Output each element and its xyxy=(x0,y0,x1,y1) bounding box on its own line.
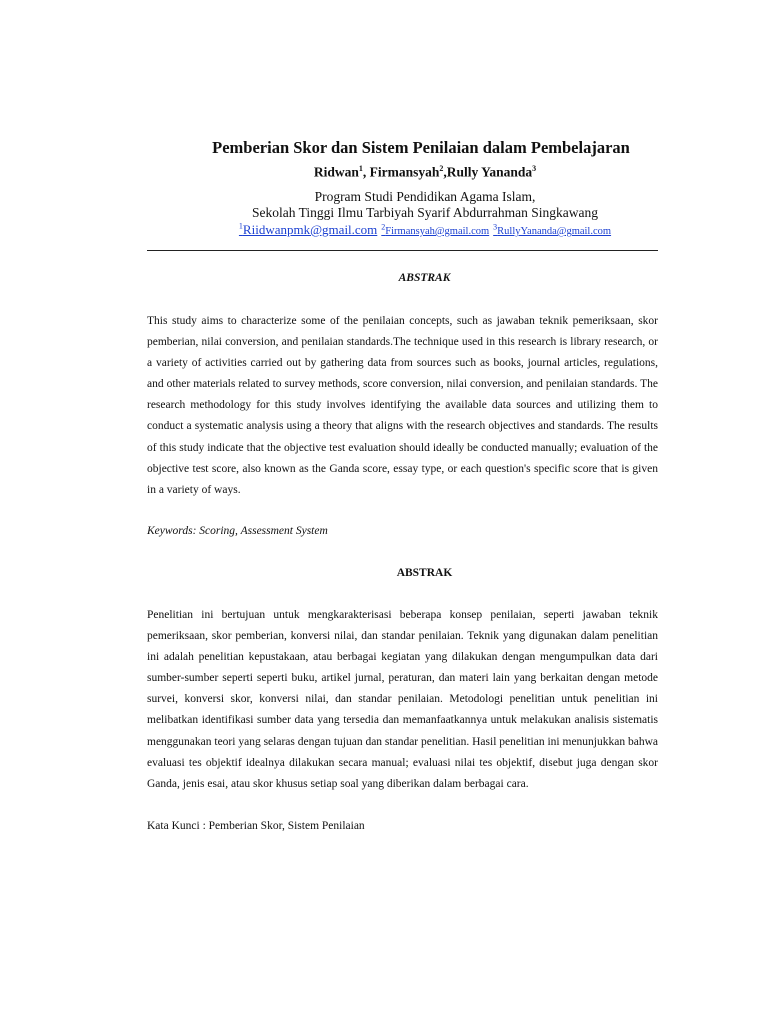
author-affil-number: 1 xyxy=(358,164,363,173)
abstract-body-english: This study aims to characterize some of the penilaian concepts, such as jawaban teknik pemeriksaan, skor pemberian, nilai conversion, and penilaian standards.The technique used in this research is library research, or a variety of activities carried out by gathering data from sources such as books, journal articles, regulations, and other materials related to survey methods, score conversion, nilai conversion, and penilaian standards. The research methodology for this study involves identifying the available data sources and utilizing them to conduct a systematic analysis using a theory that aligns with the research objectives and standards. The results of this study indicate that the objective test evaluation should ideally be conducted manually; evaluation of the objective test score, also known as the Ganda score, essay type, or each question's specific score that is given in a variety of ways. xyxy=(147,315,658,496)
email-number: 2 xyxy=(381,222,386,232)
affiliation-department: Program Studi Pendidikan Agama Islam, xyxy=(314,189,536,204)
author-emails xyxy=(0,221,768,239)
author-name: Ridwan xyxy=(313,164,359,180)
keywords-indonesian: Kata Kunci : Pemberian Skor, Sistem Penilaian xyxy=(147,820,365,832)
email-number: 3 xyxy=(493,222,498,232)
header-divider xyxy=(147,250,658,251)
author-separator: , xyxy=(443,164,447,180)
author-list xyxy=(0,164,768,181)
author-affil-number: 2 xyxy=(439,164,444,173)
email-number: 1 xyxy=(238,221,243,231)
abstract-heading-indonesian: ABSTRAK xyxy=(396,567,453,579)
author-separator: , xyxy=(362,164,370,180)
email-link-2[interactable] xyxy=(381,222,490,237)
keywords-english: Keywords: Scoring, Assessment System xyxy=(147,525,328,537)
author-name: Rully Yananda xyxy=(446,164,533,180)
author-affil-number: 3 xyxy=(532,164,537,173)
email-address: Riidwanpmk@gmail.com xyxy=(242,222,378,237)
email-address: Firmansyah@gmail.com xyxy=(385,226,490,237)
affiliation-institution: Sekolah Tinggi Ilmu Tarbiyah Syarif Abdurrahman Singkawang xyxy=(251,205,599,220)
paper-title: Pemberian Skor dan Sistem Penilaian dalam Pembelajaran xyxy=(212,138,630,157)
abstract-heading-english: ABSTRAK xyxy=(398,272,451,284)
email-link-1[interactable] xyxy=(239,222,377,237)
email-link-3[interactable] xyxy=(493,222,612,237)
author-name: Firmansyah xyxy=(369,164,440,180)
abstract-body-indonesian: Penelitian ini bertujuan untuk mengkarakterisasi beberapa konsep penilaian, seperti jawaban teknik pemeriksaan, skor pemberian, konversi nilai, dan standar penilaian. Teknik yang digunakan dalam penelitian ini adalah penelitian kepustakaan, atau berbagai kegiatan yang dilakukan dengan mengumpulkan data dari sumber-sumber seperti seperti buku, artikel jurnal, peraturan, dan materi lain yang berkaitan dengan metode survei, konversi skor, konversi nilai, dan standar penilaian. Metodologi penelitian untuk penelitian ini melibatkan identifikasi sumber data yang tersedia dan memanfaatkannya untuk melakukan analisis sistematis menggunakan teori yang selaras dengan tujuan dan standar penelitian. Hasil penelitian ini menunjukkan bahwa evaluasi tes objektif idealnya dilakukan secara manual; evaluasi nilai tes objektif, disebut juga dengan skor Ganda, jenis esai, atau skor khusus setiap soal yang diberikan dalam berbagai cara. xyxy=(147,609,658,790)
email-address: RullyYananda@gmail.com xyxy=(497,226,612,237)
